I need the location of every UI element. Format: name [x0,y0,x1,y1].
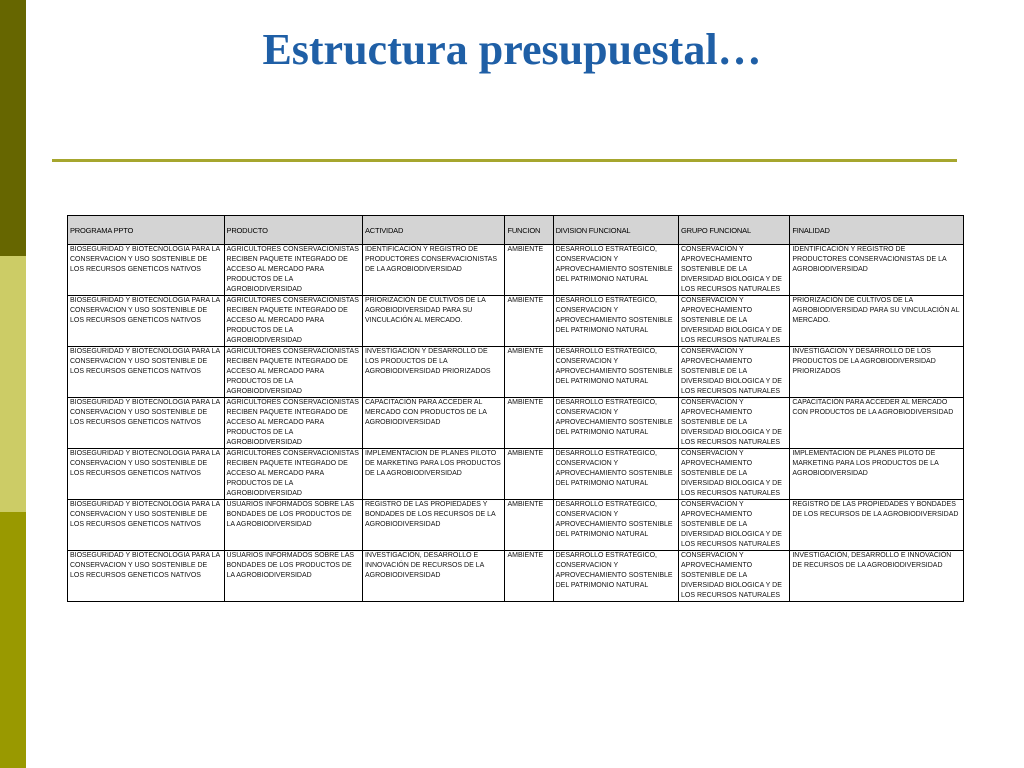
title-divider [52,159,957,162]
cell-programa-ppto: BIOSEGURIDAD Y BIOTECNOLOGIA PARA LA CONSERVACION Y USO SOSTENIBLE DE LOS RECURSOS GENETICOS NATIVOS [68,296,225,347]
header-programa-ppto: PROGRAMA PPTO [68,216,225,245]
cell-producto: AGRICULTORES CONSERVACIONISTAS RECIBEN PAQUETE INTEGRADO DE ACCESO AL MERCADO PARA PRODUCTOS DE LA AGROBIODIVERSIDAD [224,347,362,398]
cell-funcion: AMBIENTE [505,347,553,398]
cell-producto: AGRICULTORES CONSERVACIONISTAS RECIBEN PAQUETE INTEGRADO DE ACCESO AL MERCADO PARA PRODUCTOS DE LA AGROBIODIVERSIDAD [224,398,362,449]
table-row [68,500,964,551]
cell-programa-ppto: BIOSEGURIDAD Y BIOTECNOLOGIA PARA LA CONSERVACION Y USO SOSTENIBLE DE LOS RECURSOS GENETICOS NATIVOS [68,245,225,296]
header-funcion: FUNCION [505,216,553,245]
table-header-row [68,216,964,245]
cell-division-funcional: DESARROLLO ESTRATEGICO, CONSERVACION Y APROVECHAMIENTO SOSTENIBLE DEL PATRIMONIO NATURAL [553,551,678,602]
table-row [68,245,964,296]
slide-title: Estructura presupuestal… [262,25,762,74]
cell-finalidad: PRIORIZACIÓN DE CULTIVOS DE LA AGROBIODIVERSIDAD PARA SU VINCULACIÓN AL MERCADO. [790,296,964,347]
cell-funcion: AMBIENTE [505,500,553,551]
cell-division-funcional: DESARROLLO ESTRATEGICO, CONSERVACION Y APROVECHAMIENTO SOSTENIBLE DEL PATRIMONIO NATURAL [553,500,678,551]
side-accent-bar [0,256,26,512]
cell-division-funcional: DESARROLLO ESTRATEGICO, CONSERVACION Y APROVECHAMIENTO SOSTENIBLE DEL PATRIMONIO NATURAL [553,245,678,296]
budget-structure-table [67,215,964,602]
table-row [68,347,964,398]
cell-finalidad: INVESTIGACION Y DESARROLLO DE LOS PRODUCTOS DE LA AGROBIODIVERSIDAD PRIORIZADOS [790,347,964,398]
cell-funcion: AMBIENTE [505,449,553,500]
cell-programa-ppto: BIOSEGURIDAD Y BIOTECNOLOGIA PARA LA CONSERVACION Y USO SOSTENIBLE DE LOS RECURSOS GENETICOS NATIVOS [68,347,225,398]
side-accent-bar [0,512,26,768]
cell-actividad: CAPACITACIÓN PARA ACCEDER AL MERCADO CON PRODUCTOS DE LA AGROBIODIVERSIDAD [362,398,504,449]
cell-finalidad: IDENTIFICACIÓN Y REGISTRO DE PRODUCTORES CONSERVACIONISTAS DE LA AGROBIODIVERSIDAD [790,245,964,296]
cell-producto: USUARIOS INFORMADOS SOBRE LAS BONDADES DE LOS PRODUCTOS DE LA AGROBIODIVERSIDAD [224,500,362,551]
cell-grupo-funcional: CONSERVACION Y APROVECHAMIENTO SOSTENIBLE DE LA DIVERSIDAD BIOLOGICA Y DE LOS RECURSOS NATURALES [679,296,790,347]
cell-grupo-funcional: CONSERVACION Y APROVECHAMIENTO SOSTENIBLE DE LA DIVERSIDAD BIOLOGICA Y DE LOS RECURSOS NATURALES [679,398,790,449]
header-division-funcional: DIVISION FUNCIONAL [553,216,678,245]
cell-programa-ppto: BIOSEGURIDAD Y BIOTECNOLOGIA PARA LA CONSERVACION Y USO SOSTENIBLE DE LOS RECURSOS GENETICOS NATIVOS [68,449,225,500]
cell-actividad: IDENTIFICACIÓN Y REGISTRO DE PRODUCTORES CONSERVACIONISTAS DE LA AGROBIODIVERSIDAD [362,245,504,296]
cell-actividad: INVESTIGACIÓN, DESARROLLO E INNOVACIÓN DE RECURSOS DE LA AGROBIODIVERSIDAD [362,551,504,602]
cell-finalidad: CAPACITACIÓN PARA ACCEDER AL MERCADO CON PRODUCTOS DE LA AGROBIODIVERSIDAD [790,398,964,449]
cell-programa-ppto: BIOSEGURIDAD Y BIOTECNOLOGIA PARA LA CONSERVACION Y USO SOSTENIBLE DE LOS RECURSOS GENETICOS NATIVOS [68,398,225,449]
table-row [68,551,964,602]
cell-funcion: AMBIENTE [505,551,553,602]
cell-grupo-funcional: CONSERVACION Y APROVECHAMIENTO SOSTENIBLE DE LA DIVERSIDAD BIOLOGICA Y DE LOS RECURSOS NATURALES [679,500,790,551]
cell-producto: AGRICULTORES CONSERVACIONISTAS RECIBEN PAQUETE INTEGRADO DE ACCESO AL MERCADO PARA PRODUCTOS DE LA AGROBIODIVERSIDAD [224,245,362,296]
cell-funcion: AMBIENTE [505,245,553,296]
cell-grupo-funcional: CONSERVACION Y APROVECHAMIENTO SOSTENIBLE DE LA DIVERSIDAD BIOLOGICA Y DE LOS RECURSOS NATURALES [679,449,790,500]
cell-grupo-funcional: CONSERVACION Y APROVECHAMIENTO SOSTENIBLE DE LA DIVERSIDAD BIOLOGICA Y DE LOS RECURSOS NATURALES [679,347,790,398]
cell-finalidad: INVESTIGACIÓN, DESARROLLO E INNOVACIÓN DE RECURSOS DE LA AGROBIODIVERSIDAD [790,551,964,602]
cell-actividad: REGISTRO DE LAS PROPIEDADES Y BONDADES DE LOS RECURSOS DE LA AGROBIODIVERSIDAD [362,500,504,551]
cell-programa-ppto: BIOSEGURIDAD Y BIOTECNOLOGIA PARA LA CONSERVACION Y USO SOSTENIBLE DE LOS RECURSOS GENETICOS NATIVOS [68,551,225,602]
cell-funcion: AMBIENTE [505,296,553,347]
cell-actividad: INVESTIGACION Y DESARROLLO DE LOS PRODUCTOS DE LA AGROBIODIVERSIDAD PRIORIZADOS [362,347,504,398]
header-finalidad: FINALIDAD [790,216,964,245]
header-actividad: ACTIVIDAD [362,216,504,245]
table-row [68,449,964,500]
cell-grupo-funcional: CONSERVACION Y APROVECHAMIENTO SOSTENIBLE DE LA DIVERSIDAD BIOLOGICA Y DE LOS RECURSOS NATURALES [679,245,790,296]
cell-funcion: AMBIENTE [505,398,553,449]
cell-finalidad: IMPLEMENTACION DE PLANES PILOTO DE MARKETING PARA LOS PRODUCTOS DE LA AGROBIODIVERSIDAD [790,449,964,500]
table-row [68,398,964,449]
cell-actividad: IMPLEMENTACION DE PLANES PILOTO DE MARKETING PARA LOS PRODUCTOS DE LA AGROBIODIVERSIDAD [362,449,504,500]
cell-producto: AGRICULTORES CONSERVACIONISTAS RECIBEN PAQUETE INTEGRADO DE ACCESO AL MERCADO PARA PRODUCTOS DE LA AGROBIODIVERSIDAD [224,449,362,500]
cell-actividad: PRIORIZACIÓN DE CULTIVOS DE LA AGROBIODIVERSIDAD PARA SU VINCULACIÓN AL MERCADO. [362,296,504,347]
cell-division-funcional: DESARROLLO ESTRATEGICO, CONSERVACION Y APROVECHAMIENTO SOSTENIBLE DEL PATRIMONIO NATURAL [553,347,678,398]
cell-division-funcional: DESARROLLO ESTRATEGICO, CONSERVACION Y APROVECHAMIENTO SOSTENIBLE DEL PATRIMONIO NATURAL [553,296,678,347]
header-producto: PRODUCTO [224,216,362,245]
cell-programa-ppto: BIOSEGURIDAD Y BIOTECNOLOGIA PARA LA CONSERVACION Y USO SOSTENIBLE DE LOS RECURSOS GENETICOS NATIVOS [68,500,225,551]
header-grupo-funcional: GRUPO FUNCIONAL [679,216,790,245]
cell-producto: USUARIOS INFORMADOS SOBRE LAS BONDADES DE LOS PRODUCTOS DE LA AGROBIODIVERSIDAD [224,551,362,602]
cell-grupo-funcional: CONSERVACION Y APROVECHAMIENTO SOSTENIBLE DE LA DIVERSIDAD BIOLOGICA Y DE LOS RECURSOS NATURALES [679,551,790,602]
cell-division-funcional: DESARROLLO ESTRATEGICO, CONSERVACION Y APROVECHAMIENTO SOSTENIBLE DEL PATRIMONIO NATURAL [553,449,678,500]
cell-producto: AGRICULTORES CONSERVACIONISTAS RECIBEN PAQUETE INTEGRADO DE ACCESO AL MERCADO PARA PRODUCTOS DE LA AGROBIODIVERSIDAD [224,296,362,347]
cell-division-funcional: DESARROLLO ESTRATEGICO, CONSERVACION Y APROVECHAMIENTO SOSTENIBLE DEL PATRIMONIO NATURAL [553,398,678,449]
cell-finalidad: REGISTRO DE LAS PROPIEDADES Y BONDADES DE LOS RECURSOS DE LA AGROBIODIVERSIDAD [790,500,964,551]
table-row [68,296,964,347]
